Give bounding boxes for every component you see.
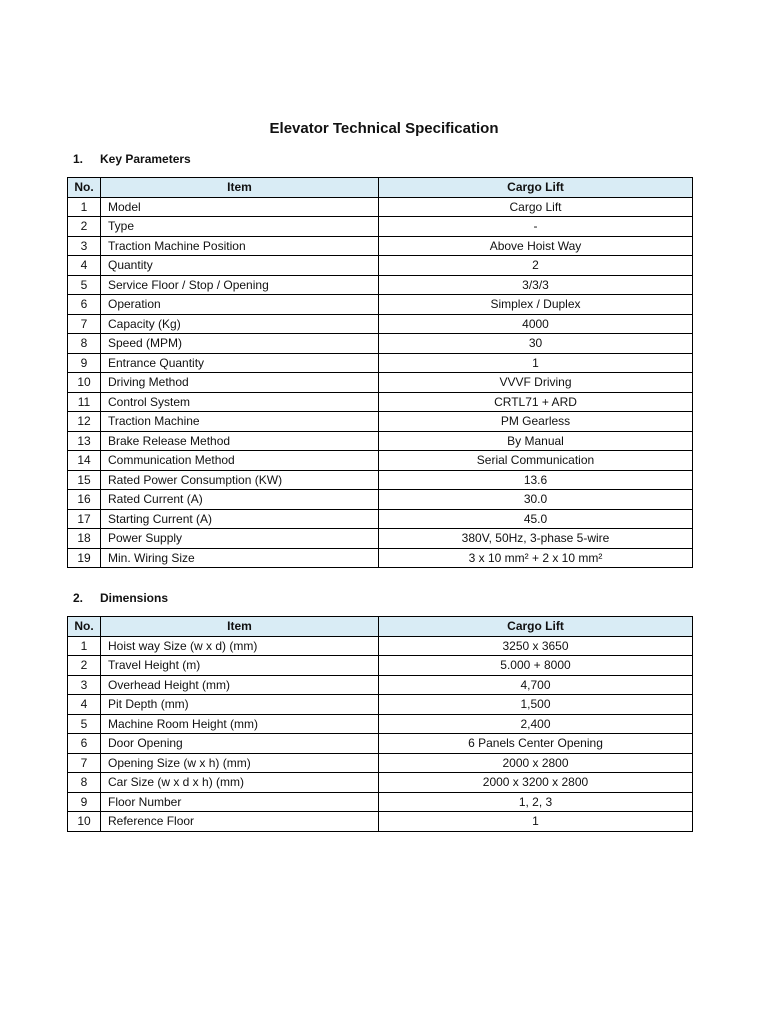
row-item: Travel Height (m) bbox=[101, 656, 379, 676]
row-number: 19 bbox=[68, 548, 101, 568]
row-item: Min. Wiring Size bbox=[101, 548, 379, 568]
row-item: Pit Depth (mm) bbox=[101, 695, 379, 715]
row-item: Overhead Height (mm) bbox=[101, 675, 379, 695]
section-title: Dimensions bbox=[100, 591, 169, 605]
table-row bbox=[68, 734, 693, 754]
row-value: 1 bbox=[379, 812, 693, 832]
row-item: Service Floor / Stop / Opening bbox=[101, 275, 379, 295]
row-item: Power Supply bbox=[101, 529, 379, 549]
table-row bbox=[68, 548, 693, 568]
row-value: 5.000 + 8000 bbox=[379, 656, 693, 676]
row-item: Quantity bbox=[101, 256, 379, 276]
column-header-item: Item bbox=[101, 617, 379, 637]
row-number: 6 bbox=[68, 734, 101, 754]
row-item: Rated Power Consumption (KW) bbox=[101, 470, 379, 490]
row-item: Model bbox=[101, 197, 379, 217]
row-number: 12 bbox=[68, 412, 101, 432]
row-number: 13 bbox=[68, 431, 101, 451]
row-number: 3 bbox=[68, 675, 101, 695]
section-heading-dimensions bbox=[73, 591, 168, 605]
row-item: Entrance Quantity bbox=[101, 353, 379, 373]
dimensions-table bbox=[67, 616, 693, 832]
column-header-cargo-lift: Cargo Lift bbox=[379, 617, 693, 637]
section-heading-key-parameters bbox=[73, 152, 191, 166]
row-number: 4 bbox=[68, 256, 101, 276]
row-item: Floor Number bbox=[101, 792, 379, 812]
table-row bbox=[68, 431, 693, 451]
row-number: 5 bbox=[68, 714, 101, 734]
table-row bbox=[68, 373, 693, 393]
table-row bbox=[68, 773, 693, 793]
row-item: Traction Machine bbox=[101, 412, 379, 432]
table-row bbox=[68, 753, 693, 773]
table-row bbox=[68, 812, 693, 832]
table-row bbox=[68, 792, 693, 812]
row-number: 4 bbox=[68, 695, 101, 715]
row-number: 3 bbox=[68, 236, 101, 256]
row-number: 18 bbox=[68, 529, 101, 549]
row-value: 2000 x 3200 x 2800 bbox=[379, 773, 693, 793]
table-row bbox=[68, 392, 693, 412]
table-row bbox=[68, 675, 693, 695]
row-value: 13.6 bbox=[379, 470, 693, 490]
table-row bbox=[68, 490, 693, 510]
row-item: Rated Current (A) bbox=[101, 490, 379, 510]
row-value: 1 bbox=[379, 353, 693, 373]
row-number: 15 bbox=[68, 470, 101, 490]
row-value: 3250 x 3650 bbox=[379, 636, 693, 656]
row-number: 10 bbox=[68, 373, 101, 393]
row-item: Driving Method bbox=[101, 373, 379, 393]
row-value: 4000 bbox=[379, 314, 693, 334]
table-row bbox=[68, 451, 693, 471]
row-number: 8 bbox=[68, 773, 101, 793]
row-item: Reference Floor bbox=[101, 812, 379, 832]
section-number: 2. bbox=[73, 591, 84, 605]
section-title: Key Parameters bbox=[100, 152, 191, 166]
row-value: 45.0 bbox=[379, 509, 693, 529]
row-number: 2 bbox=[68, 217, 101, 237]
table-row bbox=[68, 695, 693, 715]
table-row bbox=[68, 295, 693, 315]
row-value: 1, 2, 3 bbox=[379, 792, 693, 812]
row-item: Communication Method bbox=[101, 451, 379, 471]
table-row bbox=[68, 256, 693, 276]
section-number: 1. bbox=[73, 152, 84, 166]
row-value: 4,700 bbox=[379, 675, 693, 695]
table-row bbox=[68, 334, 693, 354]
row-item: Traction Machine Position bbox=[101, 236, 379, 256]
row-value: Above Hoist Way bbox=[379, 236, 693, 256]
row-item: Speed (MPM) bbox=[101, 334, 379, 354]
table-header-row bbox=[68, 178, 693, 198]
table-row bbox=[68, 275, 693, 295]
table-row bbox=[68, 656, 693, 676]
row-item: Machine Room Height (mm) bbox=[101, 714, 379, 734]
table-row bbox=[68, 529, 693, 549]
row-number: 9 bbox=[68, 353, 101, 373]
row-number: 1 bbox=[68, 636, 101, 656]
row-item: Operation bbox=[101, 295, 379, 315]
row-number: 14 bbox=[68, 451, 101, 471]
row-item: Type bbox=[101, 217, 379, 237]
row-value: CRTL71 + ARD bbox=[379, 392, 693, 412]
row-value: 1,500 bbox=[379, 695, 693, 715]
row-number: 10 bbox=[68, 812, 101, 832]
row-number: 7 bbox=[68, 314, 101, 334]
row-value: By Manual bbox=[379, 431, 693, 451]
row-value: 2 bbox=[379, 256, 693, 276]
row-value: VVVF Driving bbox=[379, 373, 693, 393]
row-value: 30.0 bbox=[379, 490, 693, 510]
column-header-no: No. bbox=[68, 617, 101, 637]
row-value: PM Gearless bbox=[379, 412, 693, 432]
row-value: 3/3/3 bbox=[379, 275, 693, 295]
row-value: 6 Panels Center Opening bbox=[379, 734, 693, 754]
document-title: Elevator Technical Specification bbox=[269, 120, 499, 137]
row-value: 2000 x 2800 bbox=[379, 753, 693, 773]
row-item: Hoist way Size (w x d) (mm) bbox=[101, 636, 379, 656]
row-value: Serial Communication bbox=[379, 451, 693, 471]
row-number: 11 bbox=[68, 392, 101, 412]
row-value: Cargo Lift bbox=[379, 197, 693, 217]
row-value: Simplex / Duplex bbox=[379, 295, 693, 315]
row-number: 8 bbox=[68, 334, 101, 354]
row-number: 6 bbox=[68, 295, 101, 315]
row-item: Car Size (w x d x h) (mm) bbox=[101, 773, 379, 793]
table-row bbox=[68, 714, 693, 734]
table-row bbox=[68, 217, 693, 237]
table-header-row bbox=[68, 617, 693, 637]
row-item: Door Opening bbox=[101, 734, 379, 754]
row-item: Control System bbox=[101, 392, 379, 412]
table-row bbox=[68, 236, 693, 256]
row-item: Capacity (Kg) bbox=[101, 314, 379, 334]
row-number: 7 bbox=[68, 753, 101, 773]
row-item: Opening Size (w x h) (mm) bbox=[101, 753, 379, 773]
row-number: 5 bbox=[68, 275, 101, 295]
row-value: 30 bbox=[379, 334, 693, 354]
row-item: Brake Release Method bbox=[101, 431, 379, 451]
row-value: 3 x 10 mm² + 2 x 10 mm² bbox=[379, 548, 693, 568]
row-item: Starting Current (A) bbox=[101, 509, 379, 529]
row-value: - bbox=[379, 217, 693, 237]
row-number: 16 bbox=[68, 490, 101, 510]
table-row bbox=[68, 412, 693, 432]
column-header-item: Item bbox=[101, 178, 379, 198]
table-row bbox=[68, 509, 693, 529]
column-header-cargo-lift: Cargo Lift bbox=[379, 178, 693, 198]
table-row bbox=[68, 353, 693, 373]
table-row bbox=[68, 197, 693, 217]
table-row bbox=[68, 470, 693, 490]
table-row bbox=[68, 314, 693, 334]
row-number: 17 bbox=[68, 509, 101, 529]
row-number: 2 bbox=[68, 656, 101, 676]
key-parameters-table bbox=[67, 177, 693, 568]
row-value: 2,400 bbox=[379, 714, 693, 734]
row-value: 380V, 50Hz, 3-phase 5-wire bbox=[379, 529, 693, 549]
row-number: 9 bbox=[68, 792, 101, 812]
row-number: 1 bbox=[68, 197, 101, 217]
table-row bbox=[68, 636, 693, 656]
column-header-no: No. bbox=[68, 178, 101, 198]
